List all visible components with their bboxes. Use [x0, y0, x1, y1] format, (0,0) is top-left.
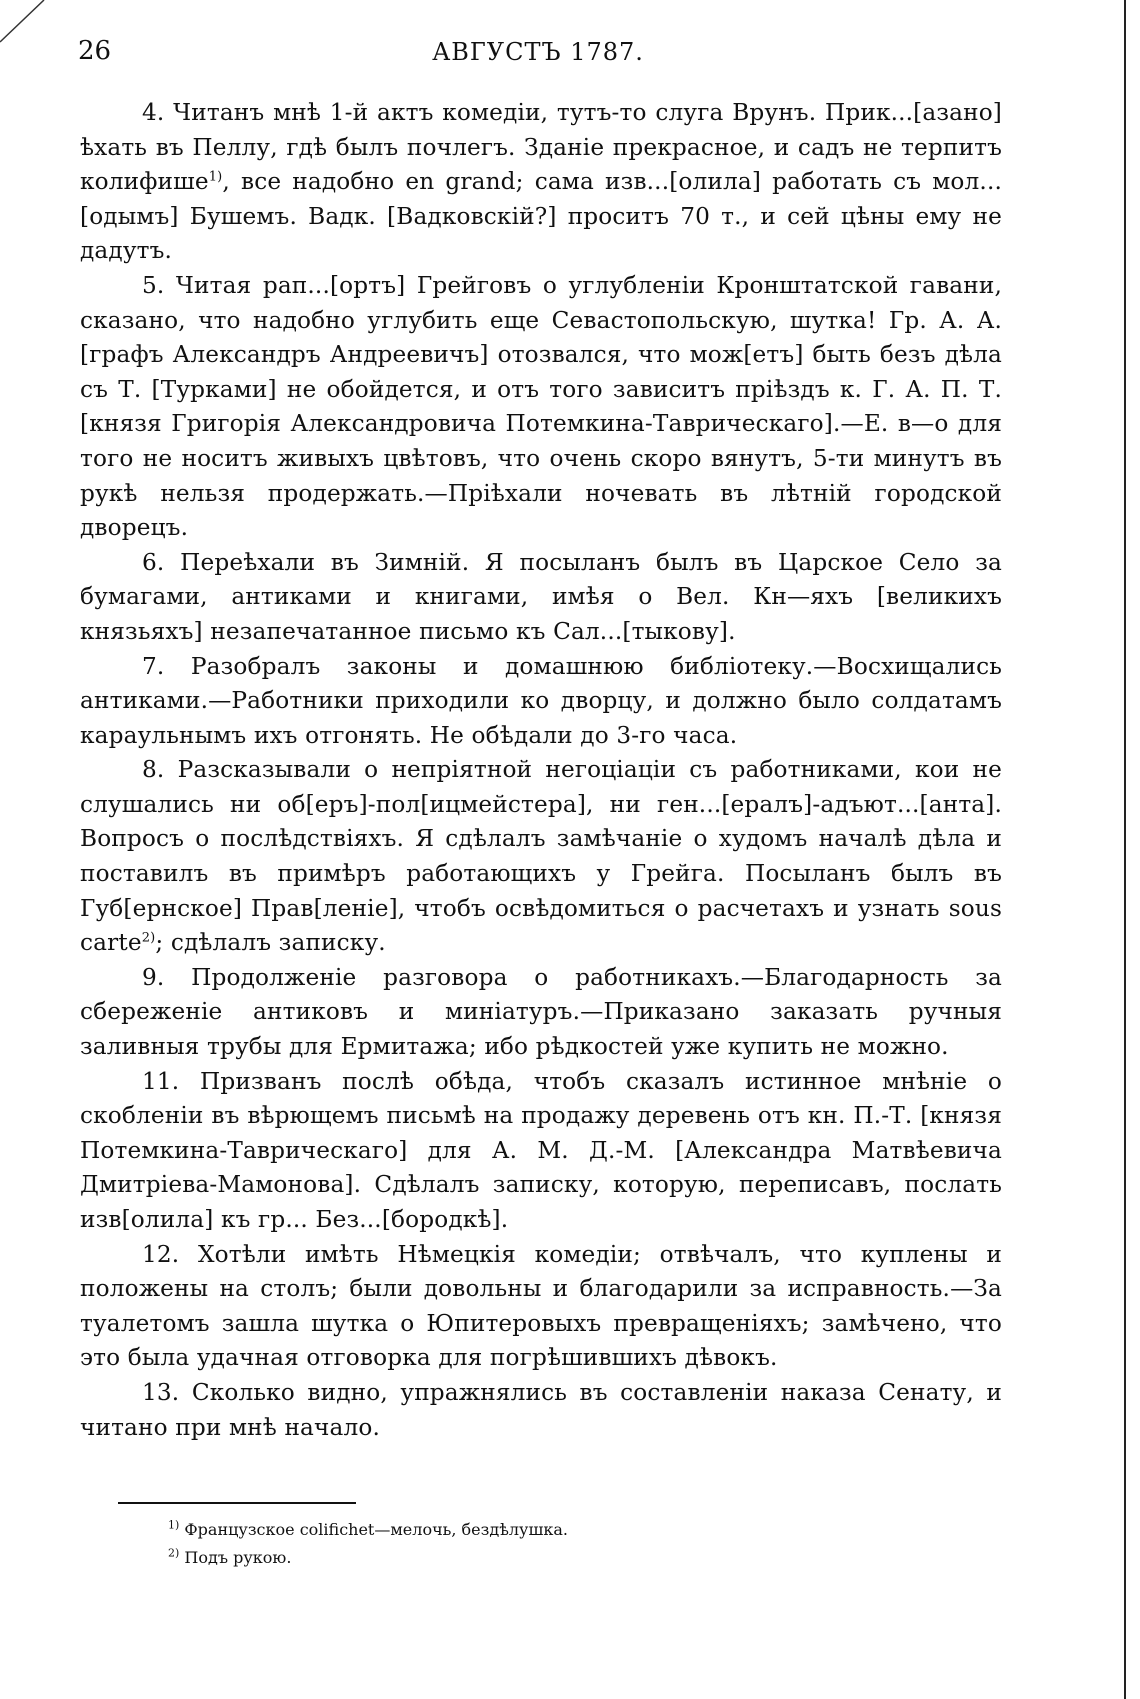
entry-9: 9. Продолженіе разговора о работникахъ.—Благодарность за сбереженіе антиковъ и миніатуръ.—Приказано заказать ручныя заливныя трубы для Ермитажа; ибо рѣдкостей уже купить не можно.: [80, 963, 1002, 1061]
entry-text: ; сдѣлалъ записку.: [155, 929, 386, 957]
footnote-1: [168, 1516, 968, 1544]
entry-5: 5. Читая рап...[ортъ] Грейговъ о углубленіи Кронштатской гавани, сказано, что надобно углубить еще Севастопольскую, шутка! Гр. А. А. [графъ Александръ Андреевичъ] отозвался, что мож[етъ] быть безъ дѣла съ Т. [Турками] не обойдется, и отъ того зависитъ пріѣздъ к. Г. А. П. Т. [князя Григорія Александровича Потемкина-Таврическаго].—Е. в—о для того не носитъ живыхъ цвѣтовъ, что очень скоро вянутъ, 5-ти минутъ въ рукѣ нельзя продержать.—Пріѣхали ночевать въ лѣтній городской дворецъ.: [80, 271, 1002, 542]
entry-4: [80, 96, 1002, 269]
entry-8: [80, 753, 1002, 961]
footnote-2: [168, 1544, 968, 1572]
entry-text: , все надобно en grand; сама изв...[олила] работать съ мол...[одымъ] Бушемъ. Вадк. [Вадковскій?] проситъ 70 т., и сей цѣны ему не дадутъ.: [80, 168, 1002, 265]
footnote-ref-1: 1): [208, 169, 223, 185]
footnote-divider: [118, 1502, 356, 1504]
running-head: АВГУСТЪ 1787.: [432, 38, 644, 66]
page-header: [78, 36, 998, 76]
entry-13: 13. Сколько видно, упражнялись въ составленіи наказа Сенату, и читано при мнѣ начало.: [80, 1378, 1002, 1441]
entry-text: 8. Разсказывали о непріятной негоціаціи съ работниками, кои не слушались ни об[еръ]-пол[ицмейстера], ни ген...[ералъ]-адъют...[анта]. Вопросъ о послѣдствіяхъ. Я сдѣлалъ замѣчаніе о худомъ началѣ дѣла и поставилъ въ примѣръ работающихъ у Грейга. Посыланъ былъ въ Губ[ернское] Прав[леніе], чтобъ освѣдомиться о расчетахъ и узнать sous carte: [80, 756, 1002, 957]
scan-corner-mark: [0, 0, 50, 44]
entry-text: 4. Читанъ мнѣ 1-й актъ комедіи, тутъ-то слуга Врунъ. Прик...[азано] ѣхать въ Пеллу, гдѣ былъ почлегъ. Зданіе прекрасное, и садъ не терпитъ колифише: [80, 99, 1002, 196]
entry-12: 12. Хотѣли имѣть Нѣмецкія комедіи; отвѣчалъ, что куплены и положены на столъ; были довольны и благодарили за исправность.—За туалетомъ зашла шутка о Юпитеровыхъ превращеніяхъ; замѣчено, что это была удачная отговорка для погрѣшившихъ дѣвокъ.: [80, 1240, 1002, 1372]
footnote-text: Подъ рукою.: [184, 1548, 292, 1567]
footnote-ref-2: 2): [141, 930, 156, 946]
entry-6: 6. Переѣхали въ Зимній. Я посыланъ былъ въ Царское Село за бумагами, антиками и книгами, имѣя о Вел. Кн—яхъ [великихъ князьяхъ] незапечатанное письмо къ Сал...[тыкову].: [80, 548, 1002, 645]
page-number: 26: [78, 36, 112, 66]
entry-7: 7. Разобралъ законы и домашнюю библіотеку.—Восхищались антиками.—Работники приходили ко дворцу, и должно было солдатамъ караульнымъ ихъ отгонять. Не обѣдали до 3-го часа.: [80, 652, 1002, 749]
footnote-number: 1): [168, 1518, 180, 1532]
footnote-number: 2): [168, 1546, 180, 1560]
footnotes: [168, 1516, 968, 1572]
footnote-text: Французское colifichet—мелочь, бездѣлушка.: [184, 1520, 568, 1539]
scan-edge-line: [1124, 0, 1126, 1699]
entry-11: 11. Призванъ послѣ обѣда, чтобъ сказалъ истинное мнѣніе о скобленіи въ вѣрющемъ письмѣ на продажу деревень отъ кн. П.-Т. [князя Потемкина-Таврическаго] для А. М. Д.-М. [Александра Матвѣевича Дмитріева-Мамонова]. Сдѣлалъ записку, которую, переписавъ, послать изв[олила] къ гр... Без...[бородкѣ].: [80, 1067, 1002, 1233]
body-text: [80, 96, 1002, 1445]
